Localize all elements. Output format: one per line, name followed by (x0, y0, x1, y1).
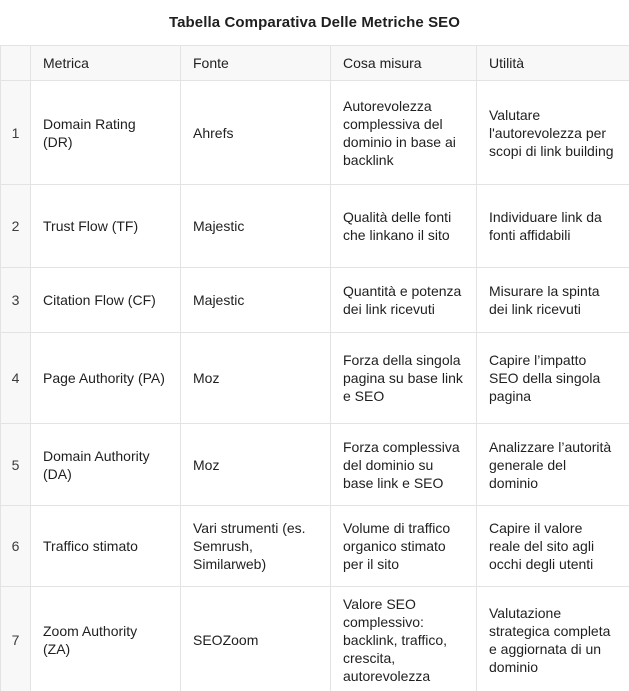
row-number: 3 (1, 268, 31, 333)
cell-utilita: Misurare la spinta dei link ricevuti (477, 268, 629, 333)
cell-cosa-misura: Autorevolezza complessiva del dominio in base ai backlink (331, 81, 477, 185)
cell-utilita: Valutazione strategica completa e aggiornata di un dominio (477, 587, 629, 691)
cell-cosa-misura: Quantità e potenza dei link ricevuti (331, 268, 477, 333)
cell-utilita: Analizzare l’autorità generale del dominio (477, 424, 629, 506)
cell-fonte: Moz (181, 424, 331, 506)
cell-fonte: SEOZoom (181, 587, 331, 691)
column-header-num (1, 46, 31, 81)
cell-utilita: Valutare l'autorevolezza per scopi di link building (477, 81, 629, 185)
cell-metrica: Trust Flow (TF) (31, 185, 181, 268)
page-title: Tabella Comparativa Delle Metriche SEO (168, 14, 461, 31)
cell-cosa-misura: Valore SEO complessivo: backlink, traffico, crescita, autorevolezza (331, 587, 477, 691)
cell-utilita: Individuare link da fonti affidabili (477, 185, 629, 268)
column-header-metrica: Metrica (31, 46, 181, 81)
cell-metrica: Domain Authority (DA) (31, 424, 181, 506)
cell-cosa-misura: Forza della singola pagina su base link e SEO (331, 333, 477, 424)
cell-fonte: Vari strumenti (es. Semrush, Similarweb) (181, 506, 331, 587)
seo-metrics-table (0, 45, 629, 691)
table-row (1, 587, 629, 691)
table-row (1, 81, 629, 185)
row-number: 2 (1, 185, 31, 268)
cell-fonte: Ahrefs (181, 81, 331, 185)
cell-utilita: Capire il valore reale del sito agli occhi degli utenti (477, 506, 629, 587)
column-header-fonte: Fonte (181, 46, 331, 81)
cell-cosa-misura: Qualità delle fonti che linkano il sito (331, 185, 477, 268)
table-row (1, 268, 629, 333)
table-row (1, 333, 629, 424)
cell-metrica: Domain Rating (DR) (31, 81, 181, 185)
cell-utilita: Capire l’impatto SEO della singola pagina (477, 333, 629, 424)
table-row (1, 185, 629, 268)
cell-fonte: Moz (181, 333, 331, 424)
cell-cosa-misura: Volume di traffico organico stimato per il sito (331, 506, 477, 587)
row-number: 7 (1, 587, 31, 691)
row-number: 5 (1, 424, 31, 506)
row-number: 1 (1, 81, 31, 185)
cell-cosa-misura: Forza complessiva del dominio su base link e SEO (331, 424, 477, 506)
table-header-row (1, 46, 629, 81)
column-header-cosa-misura: Cosa misura (331, 46, 477, 81)
cell-metrica: Citation Flow (CF) (31, 268, 181, 333)
cell-fonte: Majestic (181, 268, 331, 333)
column-header-utilita: Utilità (477, 46, 629, 81)
cell-fonte: Majestic (181, 185, 331, 268)
row-number: 6 (1, 506, 31, 587)
table-row (1, 506, 629, 587)
cell-metrica: Page Authority (PA) (31, 333, 181, 424)
cell-metrica: Zoom Authority (ZA) (31, 587, 181, 691)
table-row (1, 424, 629, 506)
cell-metrica: Traffico stimato (31, 506, 181, 587)
row-number: 4 (1, 333, 31, 424)
